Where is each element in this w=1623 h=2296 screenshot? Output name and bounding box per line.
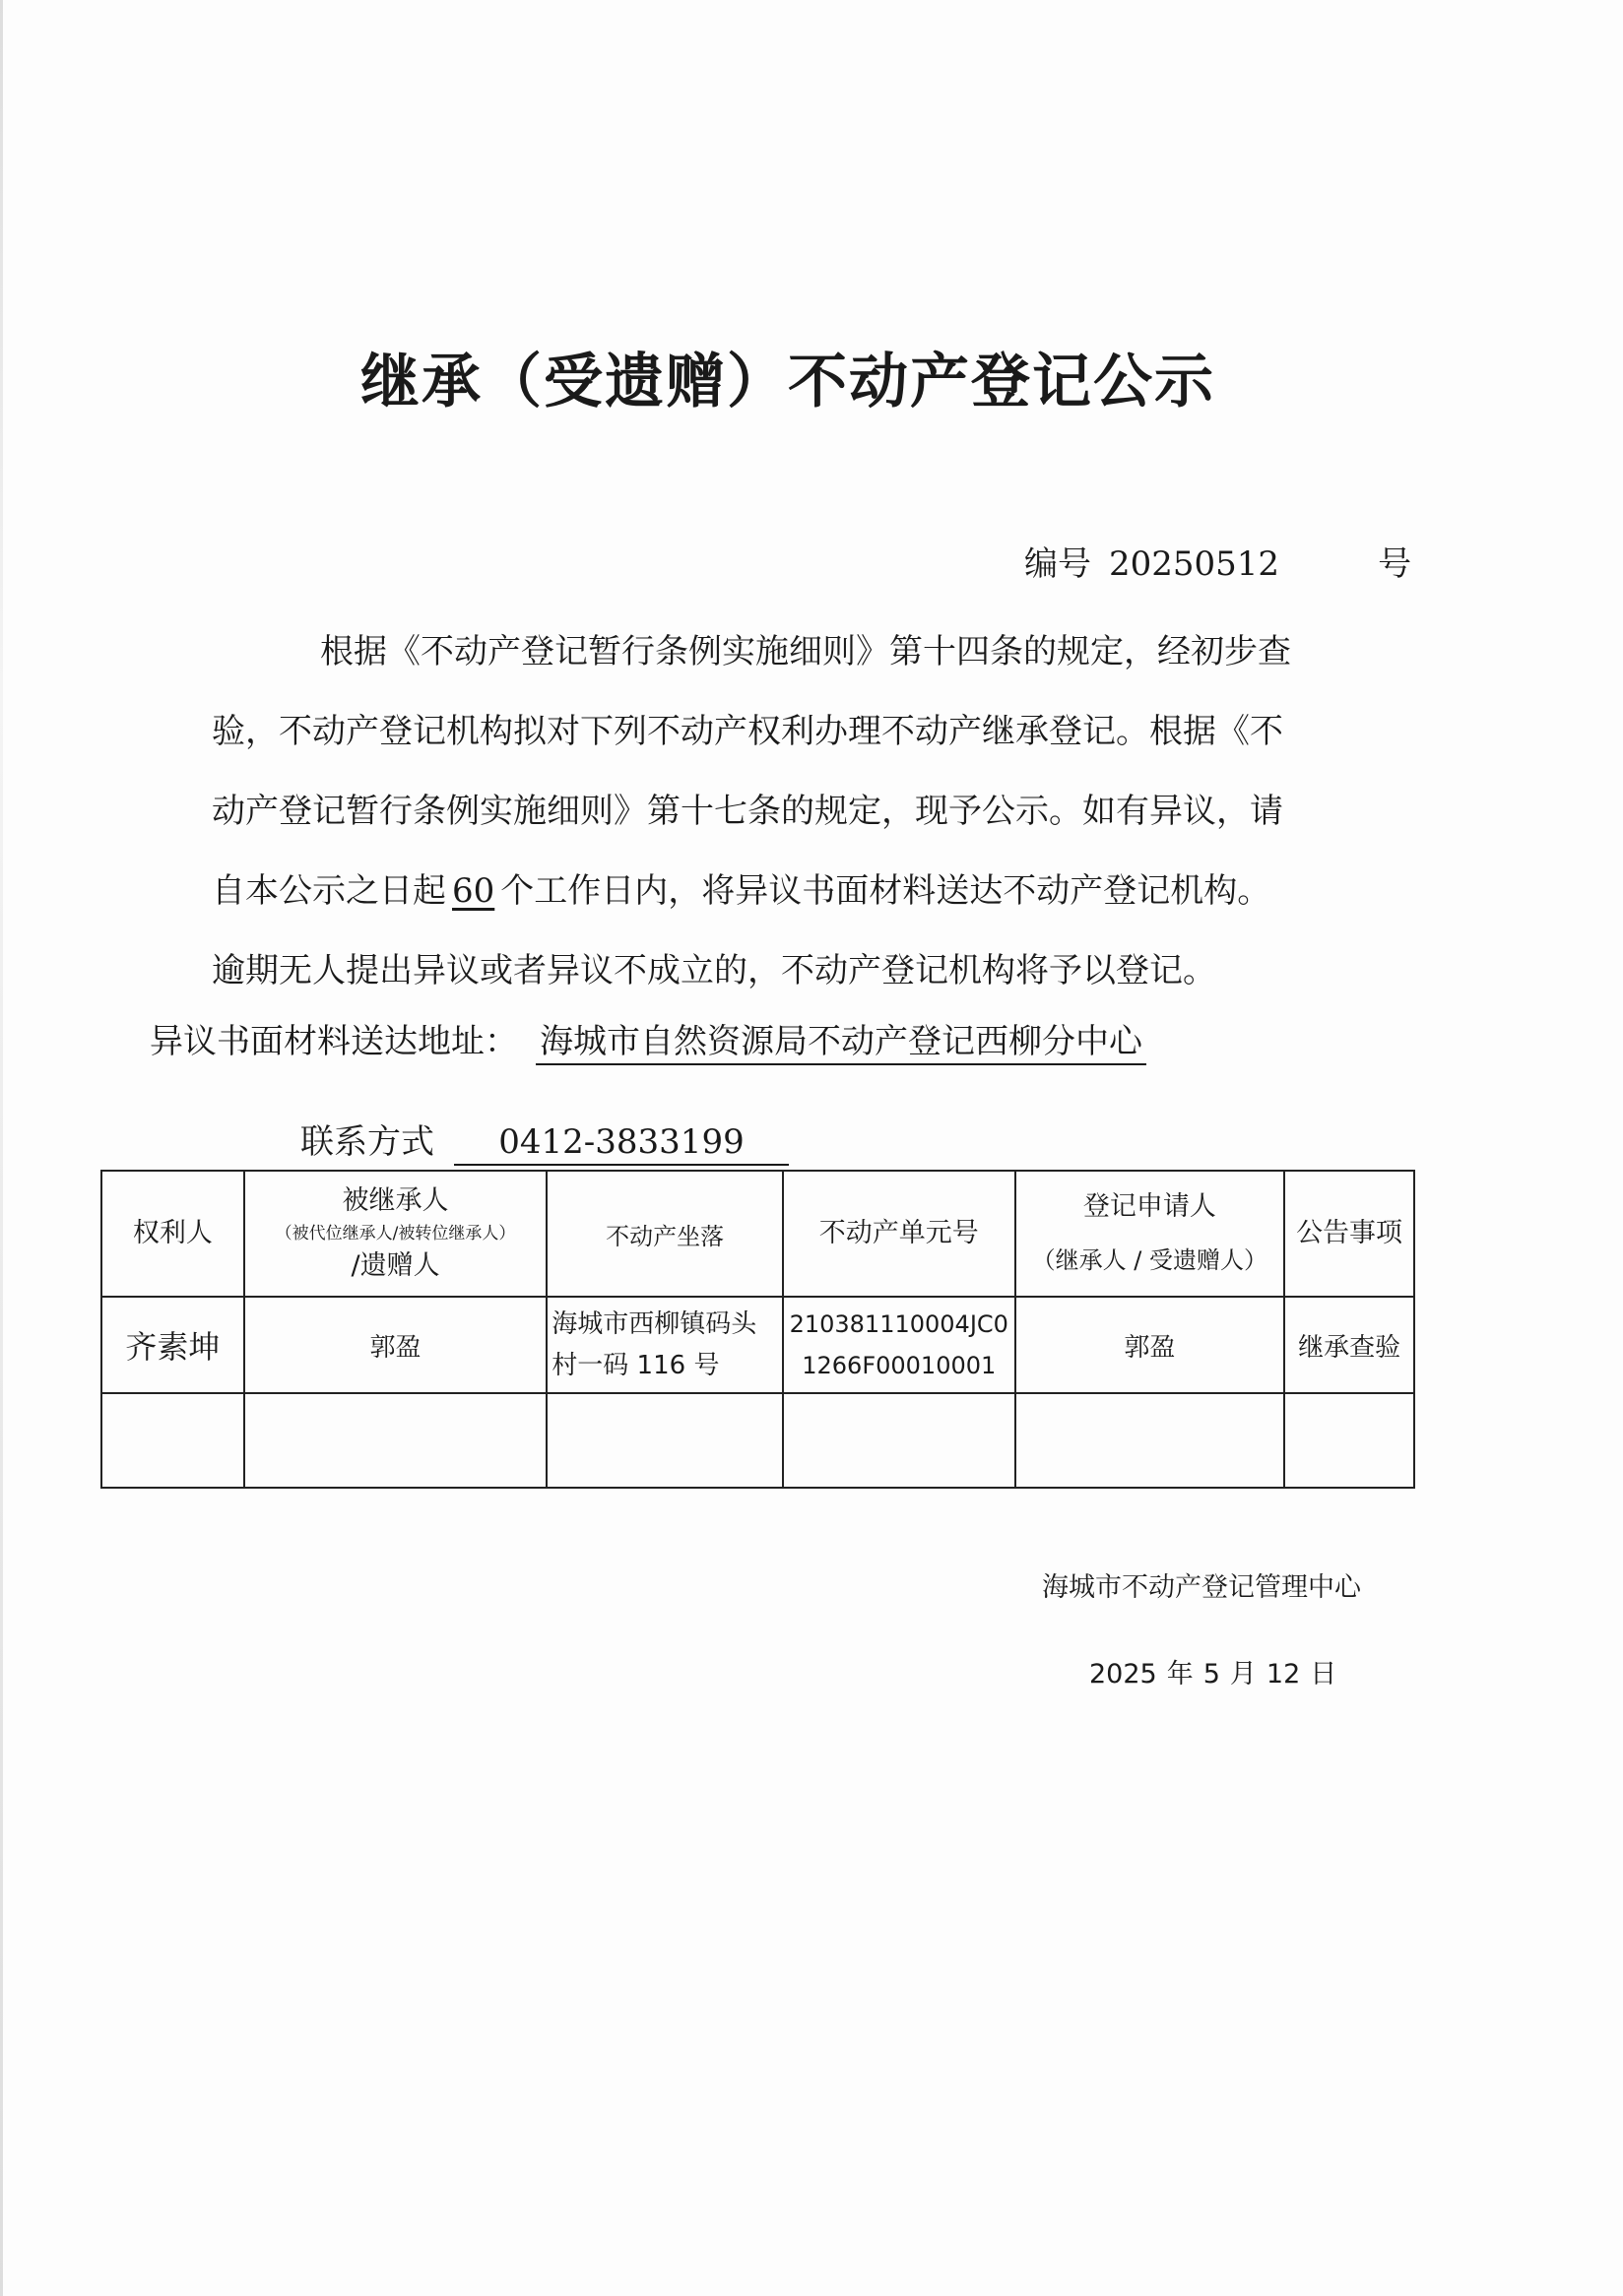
registration-table	[100, 1170, 1415, 1489]
empty-cell	[783, 1393, 1015, 1488]
body-line-5: 逾期无人提出异议或者异议不成立的，不动产登记机构将予以登记。	[212, 951, 1216, 990]
header-rights-holder: 权利人	[101, 1171, 244, 1297]
date-month: 5	[1202, 1659, 1220, 1690]
contact-label: 联系方式	[300, 1122, 434, 1162]
header-decedent	[244, 1171, 548, 1297]
date-month-label: 月	[1229, 1659, 1257, 1690]
address-value: 海城市自然资源局不动产登记西柳分中心	[536, 1020, 1146, 1065]
issue-date	[1089, 1652, 1346, 1690]
body-line-4-post: 个工作日内，将异议书面材料送达不动产登记机构。	[500, 871, 1271, 911]
serial-suffix: 号	[1378, 544, 1412, 584]
document-title: 继承（受遗赠）不动产登记公示	[360, 348, 1215, 416]
cell-rights-holder: 齐素坤	[101, 1297, 244, 1393]
cell-decedent: 郭盈	[244, 1297, 548, 1393]
contact-info	[300, 1115, 789, 1166]
header-decedent-sub: （被代位继承人/被转位继承人）	[275, 1224, 516, 1244]
empty-cell	[1015, 1393, 1285, 1488]
body-line-2: 验，不动产登记机构拟对下列不动产权利办理不动产继承登记。根据《不	[212, 712, 1283, 751]
empty-cell	[101, 1393, 244, 1488]
contact-value: 0412-3833199	[454, 1120, 789, 1166]
header-unit-no: 不动产单元号	[783, 1171, 1015, 1297]
serial-label: 编号	[1024, 544, 1091, 584]
table-header-row	[101, 1171, 1414, 1297]
issuing-organization: 海城市不动产登记管理中心	[1042, 1572, 1361, 1603]
table-row	[101, 1297, 1414, 1393]
table-row-empty	[101, 1393, 1414, 1488]
header-decedent-main: 被继承人	[342, 1185, 449, 1216]
date-year: 2025	[1089, 1659, 1157, 1690]
header-notice-item: 公告事项	[1284, 1171, 1414, 1297]
body-line-1: 根据《不动产登记暂行条例实施细则》第十四条的规定，经初步查	[320, 632, 1291, 671]
header-applicant-sub: （继承人 / 受遗赠人）	[1031, 1246, 1268, 1274]
cell-notice-item: 继承查验	[1284, 1297, 1414, 1393]
serial-number	[1024, 537, 1411, 585]
header-applicant-main: 登记申请人	[1082, 1191, 1216, 1222]
cell-location: 海城市西柳镇码头村一码 116 号	[547, 1297, 783, 1393]
empty-cell	[244, 1393, 548, 1488]
notice-body	[212, 612, 1443, 1011]
address-label: 异议书面材料送达地址：	[150, 1022, 518, 1061]
serial-value: 20250512	[1109, 544, 1280, 584]
date-day-label: 日	[1310, 1659, 1337, 1690]
empty-cell	[1284, 1393, 1414, 1488]
body-line-3: 动产登记暂行条例实施细则》第十七条的规定，现予公示。如有异议，请	[212, 792, 1283, 831]
objection-address	[150, 1014, 1146, 1065]
header-decedent-tail: /遗赠人	[351, 1250, 440, 1281]
body-line-4	[212, 852, 1443, 931]
cell-unit-no: 210381110004JC01266F00010001	[783, 1297, 1015, 1393]
date-year-label: 年	[1166, 1659, 1194, 1690]
body-line-4-pre: 自本公示之日起	[212, 871, 446, 911]
objection-days: 60	[452, 871, 495, 911]
header-location: 不动产坐落	[547, 1171, 783, 1297]
header-applicant	[1015, 1171, 1285, 1297]
date-day: 12	[1266, 1659, 1301, 1690]
cell-applicant: 郭盈	[1015, 1297, 1285, 1393]
empty-cell	[547, 1393, 783, 1488]
